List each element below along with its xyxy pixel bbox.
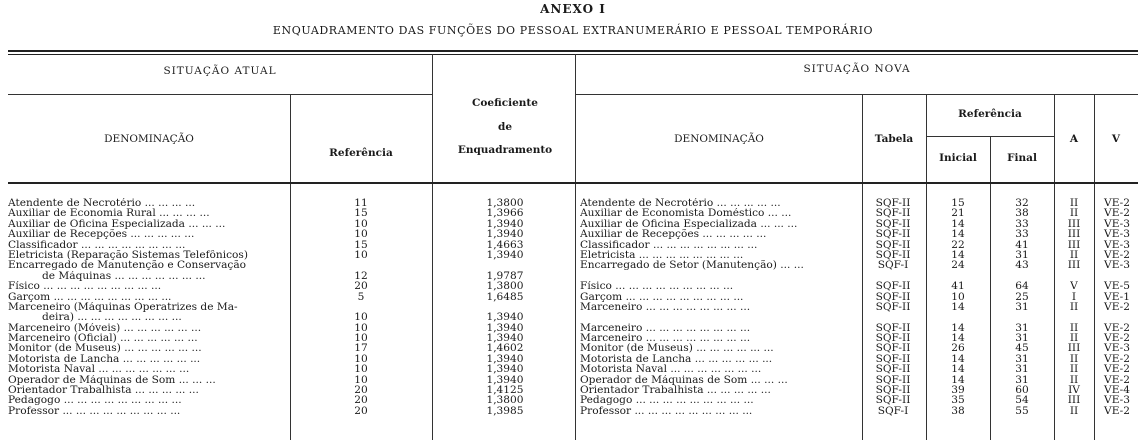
final-cell: 45 [1015, 343, 1029, 354]
inicial-cell: 14 [951, 218, 965, 230]
tabela-cell: SQF-II [875, 343, 911, 354]
coef-header-line3: Enquadramento [457, 144, 553, 156]
a-cell: II [1069, 322, 1079, 334]
tabela-cell: SQF-I [877, 405, 909, 417]
a-cell: I [1071, 291, 1077, 302]
denominacao-nova-cell: Auxiliar de Economista Doméstico ... ... [580, 208, 792, 219]
table-row [0, 354, 1146, 364]
inicial-cell: 14 [951, 333, 965, 344]
denominacao-atual-cell: deira) ... ... ... ... ... ... ... ... [42, 312, 182, 323]
denominacao-atual-cell: de Máquinas ... ... ... ... ... ... ... [42, 270, 206, 282]
a-cell: III [1067, 260, 1081, 271]
situacao-nova-header: SITUAÇÃO NOVA [803, 63, 911, 75]
final-cell: 25 [1015, 291, 1029, 302]
denominacao-atual-cell: Motorista de Lancha ... ... ... ... ... ... [8, 353, 201, 365]
referencia-atual-cell: 20 [354, 385, 368, 396]
tabela-cell: SQF-II [875, 301, 911, 313]
coeficiente-cell: 1,4663 [486, 239, 524, 250]
referencia-atual-cell: 10 [354, 333, 368, 344]
v-cell: VE-1 [1104, 291, 1130, 302]
inicial-cell: 14 [951, 353, 965, 365]
denominacao-nova-cell: Motorista Naval ... ... ... ... ... ... ... [580, 364, 762, 375]
referencia-atual-cell: 20 [354, 405, 368, 417]
coeficiente-cell: 1,3940 [486, 353, 524, 365]
a-cell: II [1069, 208, 1079, 219]
final-cell: 31 [1015, 249, 1029, 261]
denominacao-nova-cell: Operador de Máquinas de Som ... ... ... [580, 374, 788, 386]
a-cell: III [1067, 343, 1081, 354]
referencia-atual-cell: 12 [354, 270, 368, 282]
referencia-atual-cell: 5 [357, 291, 365, 302]
a-cell: II [1069, 364, 1079, 375]
table-row [0, 395, 1146, 405]
a-cell: II [1069, 374, 1079, 386]
coeficiente-cell: 1,3940 [486, 322, 524, 334]
v-cell: VE-3 [1104, 260, 1130, 271]
v-cell: VE-2 [1104, 353, 1130, 365]
table-row [0, 312, 1146, 322]
coeficiente-cell: 1,3940 [486, 249, 524, 261]
a-header: A [1069, 133, 1079, 145]
table-row [0, 343, 1146, 353]
coeficiente-cell: 1,6485 [486, 291, 524, 302]
referencia-atual-cell: 11 [354, 198, 368, 209]
referencia-atual-header: Referência [329, 147, 393, 159]
denominacao-atual-cell: Professor ... ... ... ... ... ... ... ... ... [8, 405, 181, 417]
tabela-cell: SQF-II [875, 291, 911, 302]
table-row [0, 198, 1146, 208]
final-cell: 31 [1015, 353, 1029, 365]
top-rule-thin [8, 54, 1138, 55]
header-rule-atual [8, 94, 432, 95]
inicial-cell: 14 [951, 364, 965, 375]
table-row [0, 250, 1146, 260]
inicial-cell: 14 [951, 249, 965, 261]
denominacao-nova-cell: Garçom ... ... ... ... ... ... ... ... ... [580, 291, 744, 302]
denominacao-nova-cell: Classificador ... ... ... ... ... ... ... ... [580, 239, 758, 250]
final-cell: 64 [1015, 281, 1029, 292]
tabela-cell: SQF-II [875, 218, 911, 230]
a-cell: V [1070, 281, 1078, 292]
coeficiente-cell: 1,3940 [486, 312, 524, 323]
table-row [0, 292, 1146, 302]
table-row [0, 229, 1146, 239]
table-row [0, 219, 1146, 229]
referencia-atual-cell: 17 [354, 343, 368, 354]
coeficiente-cell: 1,3800 [486, 198, 524, 209]
v-cell: VE-2 [1104, 322, 1130, 334]
final-cell: 55 [1015, 405, 1029, 417]
a-cell: II [1069, 301, 1079, 313]
v-cell: VE-2 [1104, 364, 1130, 375]
tabela-cell: SQF-II [875, 249, 911, 261]
v-cell: VE-3 [1104, 229, 1130, 240]
tabela-cell: SQF-II [875, 385, 911, 396]
denominacao-atual-cell: Auxiliar de Economia Rural ... ... ... ... [8, 208, 210, 219]
v-cell: VE-3 [1104, 395, 1130, 406]
final-cell: 32 [1015, 198, 1029, 209]
coeficiente-cell: 1,3800 [486, 395, 524, 406]
denominacao-nova-header: DENOMINAÇÃO [674, 133, 764, 145]
referencia-atual-cell: 15 [354, 208, 368, 219]
denominacao-nova-cell: Auxiliar de Recepções ... ... ... ... ... [580, 229, 767, 240]
denominacao-nova-cell: Marceneiro ... ... ... ... ... ... ... ... [580, 333, 751, 344]
coeficiente-cell: 1,3940 [486, 333, 524, 344]
denominacao-nova-cell: Auxiliar de Oficina Especializada ... ... ... [580, 218, 798, 230]
inicial-cell: 10 [951, 291, 965, 302]
v-cell: VE-3 [1104, 239, 1130, 250]
a-cell: II [1069, 353, 1079, 365]
tabela-header: Tabela [874, 133, 914, 145]
denominacao-nova-cell: Marceneiro ... ... ... ... ... ... ... ... [580, 322, 751, 334]
denominacao-atual-cell: Marceneiro (Oficial) ... ... ... ... ... ... [8, 333, 198, 344]
table-row [0, 406, 1146, 416]
referencia-atual-cell: 10 [354, 353, 368, 365]
tabela-cell: SQF-II [875, 239, 911, 250]
table-row [0, 281, 1146, 291]
denominacao-atual-cell: Auxiliar de Oficina Especializada ... ... ... [8, 218, 226, 230]
denominacao-atual-cell: Marceneiro (Máquinas Operatrizes de Ma- [8, 301, 238, 313]
final-cell: 54 [1015, 395, 1029, 406]
tabela-cell: SQF-II [875, 395, 911, 406]
top-rule [8, 50, 1138, 52]
coeficiente-cell: 1,4125 [486, 385, 524, 396]
table-row [0, 385, 1146, 395]
referencia-atual-cell: 10 [354, 312, 368, 323]
annex-title: ANEXO I [540, 2, 606, 16]
denominacao-nova-cell: Atendente de Necrotério ... ... ... ... ... [580, 198, 781, 209]
referencia-atual-cell: 10 [354, 364, 368, 375]
inicial-header: Inicial [939, 152, 977, 164]
tabela-cell: SQF-II [875, 198, 911, 209]
denominacao-nova-cell: Eletricista ... ... ... ... ... ... ... ... [580, 249, 744, 261]
referencia-atual-cell: 10 [354, 322, 368, 334]
situacao-atual-header: SITUAÇÃO ATUAL [163, 65, 277, 77]
inicial-cell: 39 [951, 385, 965, 396]
final-cell: 31 [1015, 322, 1029, 334]
referencia-atual-cell: 20 [354, 281, 368, 292]
inicial-cell: 21 [951, 208, 965, 219]
v-cell: VE-4 [1104, 385, 1130, 396]
tabela-cell: SQF-II [875, 333, 911, 344]
final-cell: 43 [1015, 260, 1029, 271]
final-cell: 33 [1015, 218, 1029, 230]
denominacao-atual-cell: Motorista Naval ... ... ... ... ... ... ... [8, 364, 190, 375]
tabela-cell: SQF-II [875, 208, 911, 219]
denominacao-atual-cell: Físico ... ... ... ... ... ... ... ... ... [8, 281, 162, 292]
denominacao-nova-cell: Professor ... ... ... ... ... ... ... ... ... [580, 405, 753, 417]
coeficiente-cell: 1,3966 [486, 208, 524, 219]
inicial-cell: 22 [951, 239, 965, 250]
v-cell: VE-3 [1104, 343, 1130, 354]
final-cell: 31 [1015, 364, 1029, 375]
inicial-cell: 41 [951, 281, 965, 292]
referencia-atual-cell: 10 [354, 249, 368, 261]
a-cell: III [1067, 239, 1081, 250]
header-bottom-rule [8, 182, 1138, 184]
denominacao-nova-cell: Orientador Trabalhista ... ... ... ... ... [580, 385, 771, 396]
tabela-cell: SQF-II [875, 281, 911, 292]
tabela-cell: SQF-II [875, 229, 911, 240]
denominacao-nova-cell: Encarregado de Setor (Manutenção) ... ... [580, 260, 804, 271]
tabela-cell: SQF-II [875, 353, 911, 365]
tabela-cell: SQF-II [875, 364, 911, 375]
table-row [0, 375, 1146, 385]
v-cell: VE-2 [1104, 301, 1130, 313]
inicial-cell: 14 [951, 374, 965, 386]
v-cell: VE-2 [1104, 333, 1130, 344]
table-row [0, 260, 1146, 270]
v-cell: VE-5 [1104, 281, 1130, 292]
table-row [0, 333, 1146, 343]
denominacao-atual-cell: Marceneiro (Móveis) ... ... ... ... ... ... [8, 322, 202, 334]
final-cell: 31 [1015, 301, 1029, 313]
denominacao-nova-cell: Marceneiro ... ... ... ... ... ... ... ... [580, 301, 751, 313]
denominacao-nova-cell: Físico ... ... ... ... ... ... ... ... ... [580, 281, 734, 292]
table-row [0, 364, 1146, 374]
a-cell: II [1069, 198, 1079, 209]
a-cell: II [1069, 333, 1079, 344]
denominacao-atual-cell: Operador de Máquinas de Som ... ... ... [8, 374, 216, 386]
denominacao-atual-cell: Orientador Trabalhista ... ... ... ... ... [8, 385, 199, 396]
inicial-cell: 14 [951, 322, 965, 334]
referencia-atual-cell: 20 [354, 395, 368, 406]
a-cell: III [1067, 395, 1081, 406]
table-row [0, 302, 1146, 312]
table-row [0, 240, 1146, 250]
a-cell: III [1067, 218, 1081, 230]
coeficiente-cell: 1,3940 [486, 218, 524, 230]
v-cell: VE-2 [1104, 198, 1130, 209]
coeficiente-cell: 1,3940 [486, 229, 524, 240]
table-row [0, 271, 1146, 281]
final-cell: 33 [1015, 229, 1029, 240]
inicial-cell: 14 [951, 301, 965, 313]
referencia-atual-cell: 10 [354, 229, 368, 240]
denominacao-atual-header: DENOMINAÇÃO [104, 133, 194, 145]
v-cell: VE-3 [1104, 218, 1130, 230]
denominacao-atual-cell: Garçom ... ... ... ... ... ... ... ... ... [8, 291, 172, 302]
inicial-cell: 38 [951, 405, 965, 417]
final-cell: 60 [1015, 385, 1029, 396]
referencia-nova-header: Referência [958, 108, 1022, 120]
document-subtitle: ENQUADRAMENTO DAS FUNÇÕES DO PESSOAL EXTRANUMERÁRIO E PESSOAL TEMPORÁRIO [272, 24, 874, 37]
coef-header-line2: de [497, 121, 513, 133]
final-cell: 41 [1015, 239, 1029, 250]
v-header: V [1111, 133, 1121, 145]
final-header: Final [1007, 152, 1037, 164]
denominacao-atual-cell: Pedagogo ... ... ... ... ... ... ... ... ... [8, 395, 182, 406]
referencia-atual-cell: 10 [354, 218, 368, 230]
coeficiente-cell: 1,3800 [486, 281, 524, 292]
v-cell: VE-2 [1104, 249, 1130, 261]
table-row [0, 323, 1146, 333]
denominacao-atual-cell: Encarregado de Manutenção e Conservação [8, 260, 247, 271]
tabela-cell: SQF-II [875, 374, 911, 386]
v-cell: VE-2 [1104, 208, 1130, 219]
inicial-cell: 14 [951, 229, 965, 240]
inicial-cell: 26 [951, 343, 965, 354]
inicial-cell: 24 [951, 260, 965, 271]
tabela-cell: SQF-II [875, 322, 911, 334]
inicial-cell: 35 [951, 395, 965, 406]
tabela-cell: SQF-I [877, 260, 909, 271]
final-cell: 31 [1015, 333, 1029, 344]
denominacao-atual-cell: Eletricista (Reparação Sistemas Telefônicos) [8, 249, 248, 261]
final-cell: 38 [1015, 208, 1029, 219]
referencia-atual-cell: 15 [354, 239, 368, 250]
coeficiente-cell: 1,4602 [486, 343, 524, 354]
header-rule-referencia [926, 136, 1054, 137]
inicial-cell: 15 [951, 198, 965, 209]
coeficiente-cell: 1,3940 [486, 374, 524, 386]
a-cell: III [1067, 229, 1081, 240]
table-row [0, 208, 1146, 218]
denominacao-atual-cell: Monitor (de Museus) ... ... ... ... ... ... [8, 343, 202, 354]
denominacao-atual-cell: Auxiliar de Recepções ... ... ... ... ... [8, 229, 195, 240]
denominacao-nova-cell: Motorista de Lancha ... ... ... ... ... ... [580, 353, 773, 365]
denominacao-atual-cell: Atendente de Necrotério ... ... ... ... [8, 198, 196, 209]
coef-header-line1: Coeficiente [472, 97, 538, 109]
a-cell: II [1069, 249, 1079, 261]
a-cell: IV [1068, 385, 1080, 396]
table-body [0, 198, 1146, 416]
denominacao-nova-cell: Monitor (de Museus) ... ... ... ... ... ... [580, 343, 774, 354]
referencia-atual-cell: 10 [354, 374, 368, 386]
header-rule-nova [576, 94, 1138, 95]
denominacao-atual-cell: Classificador ... ... ... ... ... ... ... ... [8, 239, 186, 250]
denominacao-nova-cell: Pedagogo ... ... ... ... ... ... ... ... ... [580, 395, 754, 406]
final-cell: 31 [1015, 374, 1029, 386]
a-cell: II [1069, 405, 1079, 417]
v-cell: VE-2 [1104, 374, 1130, 386]
v-cell: VE-2 [1104, 405, 1130, 417]
coeficiente-cell: 1,3940 [486, 364, 524, 375]
coeficiente-cell: 1,3985 [486, 405, 524, 417]
coeficiente-cell: 1,9787 [486, 270, 524, 282]
